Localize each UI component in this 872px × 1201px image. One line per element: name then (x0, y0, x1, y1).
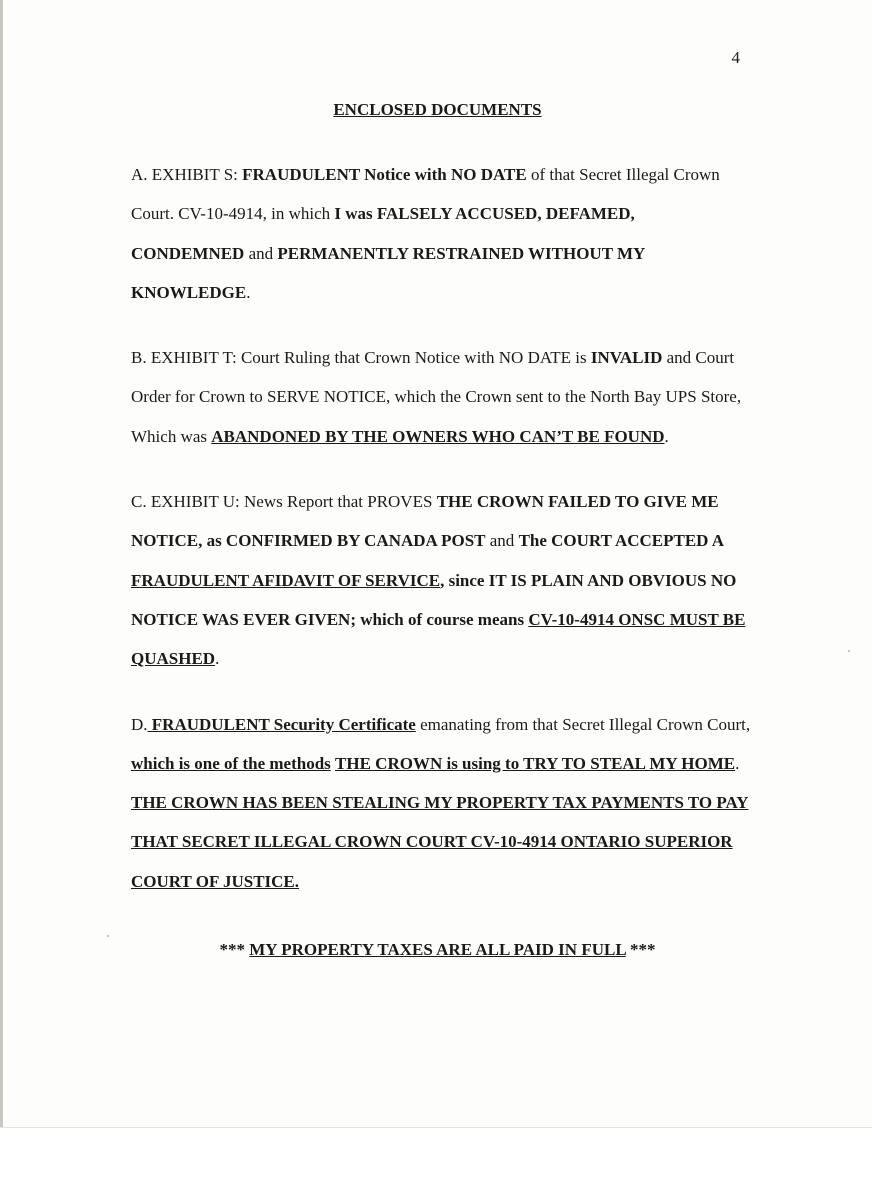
scan-speck (107, 935, 109, 937)
scan-speck (848, 650, 850, 652)
document-heading: ENCLOSED DOCUMENTS (333, 100, 542, 119)
text-segment: D. (131, 714, 148, 734)
final-statement (3, 940, 872, 960)
final-statement-text: MY PROPERTY TAXES ARE ALL PAID IN FULL (249, 940, 626, 959)
document-body (131, 155, 751, 927)
text-segment: emanating from that Secret Illegal Crown Court, (415, 714, 751, 734)
text-segment: THE CROWN FAILED TO GIVE ME NOTICE, as CONFIRMED BY CANADA POST (131, 492, 719, 551)
final-statement-suffix: *** (625, 940, 656, 959)
text-segment: The COURT ACCEPTED A (518, 531, 724, 551)
scan-margin (0, 1127, 872, 1201)
page-number: 4 (731, 48, 740, 67)
text-segment: B. EXHIBIT T: Court Ruling that Crown Notice with NO DATE is (131, 348, 591, 368)
paragraph-exhibit-s (131, 155, 751, 312)
text-segment: I was FALSELY ACCUSED, DEFAMED, CONDEMNED (131, 204, 635, 263)
text-segment: FRAUDULENT Notice with NO DATE (242, 165, 527, 184)
text-segment: and (244, 243, 278, 263)
text-segment: . (246, 282, 251, 302)
text-segment: THE CROWN is using to TRY TO STEAL MY HOME (335, 753, 736, 773)
text-segment: INVALID (590, 348, 663, 368)
text-segment: C. EXHIBIT U: News Report that PROVES (131, 492, 437, 512)
paragraph-property-tax-statement: THE CROWN HAS BEEN STEALING MY PROPERTY TAX PAYMENTS TO PAY THAT SECRET ILLEGAL CROWN COURT CV-10-4914 ONTARIO SUPERIOR COURT OF JUSTICE. (131, 793, 749, 891)
text-segment: . (735, 753, 740, 773)
text-segment: which is one of the methods (131, 753, 331, 773)
text-segment: CV-10-4914 ONSC MUST BE QUASHED (131, 609, 746, 669)
text-segment: and Court Order for Crown to SERVE NOTICE, which the Crown sent to the North Bay UPS Store, Which was (131, 348, 742, 446)
text-segment: . (215, 649, 220, 669)
text-segment: , since IT IS PLAIN AND OBVIOUS NO NOTICE WAS EVER GIVEN; which of course means (131, 570, 737, 629)
paragraph-item-d (131, 705, 751, 784)
text-segment: FRAUDULENT Security Certificate (147, 714, 416, 734)
text-segment: FRAUDULENT AFIDAVIT OF SERVICE (131, 570, 441, 590)
text-segment: A. EXHIBIT S: (131, 165, 243, 184)
text-segment: and (485, 531, 519, 551)
text-segment: PERMANENTLY RESTRAINED WITHOUT MY KNOWLEDGE (131, 243, 645, 302)
paragraph-exhibit-t (131, 338, 751, 456)
text-segment: . (664, 426, 669, 446)
text-segment: ABANDONED BY THE OWNERS WHO CAN’T BE FOUND (211, 426, 665, 446)
text-segment: of that Secret Illegal Crown Court. CV-10-4914, in which (131, 165, 720, 224)
paragraph-exhibit-u (131, 482, 751, 678)
final-statement-prefix: *** (219, 940, 250, 959)
